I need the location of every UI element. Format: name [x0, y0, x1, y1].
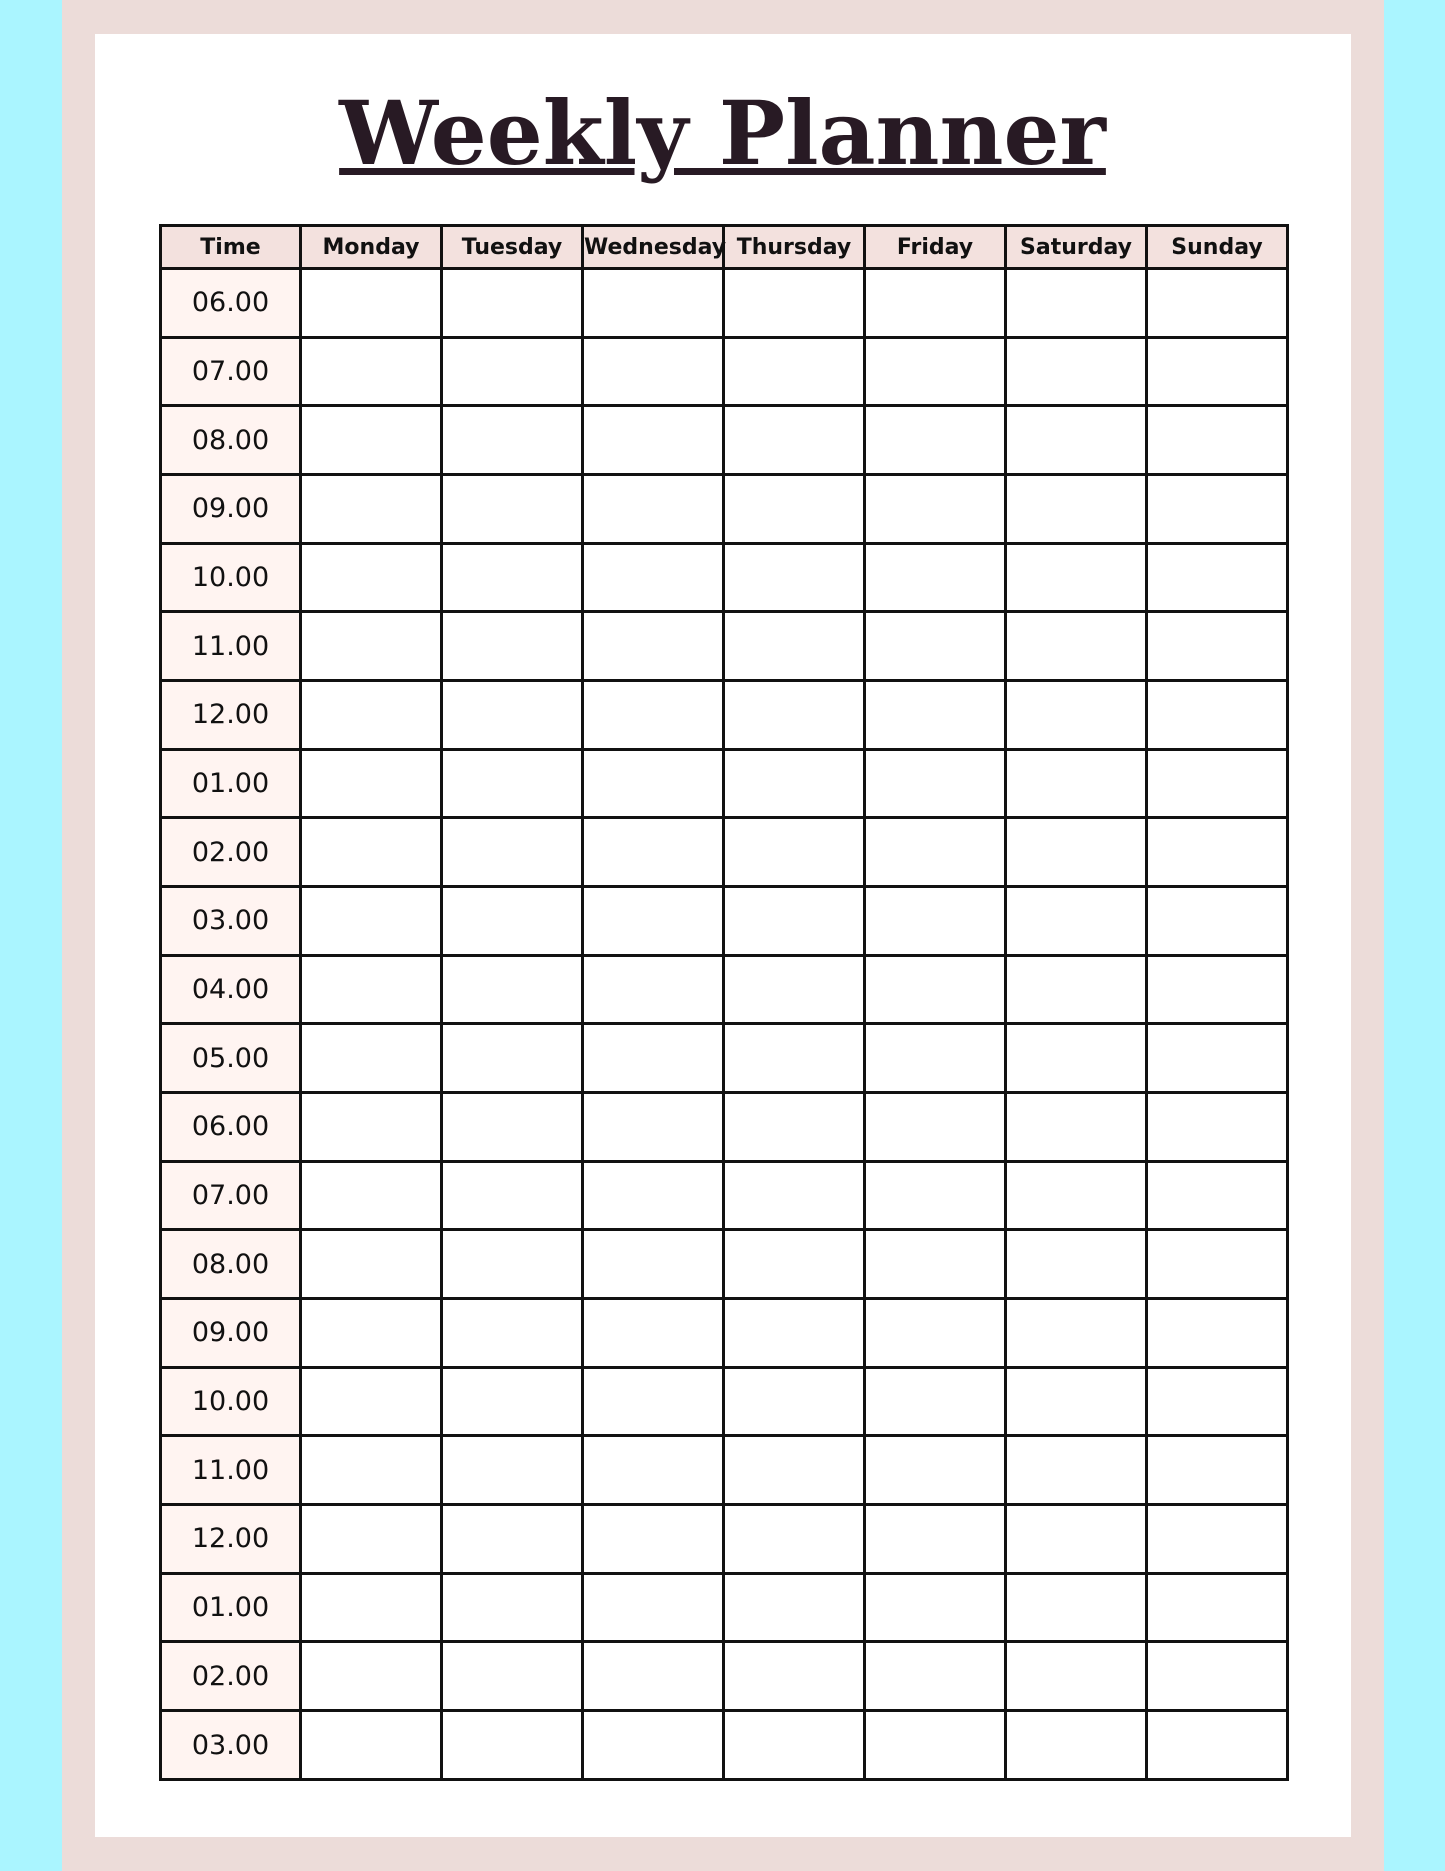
planner-cell-monday[interactable]	[301, 612, 442, 681]
planner-cell-sunday[interactable]	[1147, 406, 1288, 475]
planner-cell-friday[interactable]	[865, 1093, 1006, 1162]
planner-cell-friday[interactable]	[865, 1505, 1006, 1574]
planner-cell-wednesday[interactable]	[583, 1161, 724, 1230]
time-slot-row	[161, 1436, 1288, 1505]
time-label: 08.00	[161, 1230, 301, 1299]
page-title	[0, 78, 1445, 188]
planner-cell-sunday[interactable]	[1147, 1711, 1288, 1780]
planner-cell-wednesday[interactable]	[583, 337, 724, 406]
planner-cell-thursday[interactable]	[724, 543, 865, 612]
planner-cell-sunday[interactable]	[1147, 1161, 1288, 1230]
time-label: 03.00	[161, 1711, 301, 1780]
planner-cell-sunday[interactable]	[1147, 749, 1288, 818]
planner-cell-friday[interactable]	[865, 1024, 1006, 1093]
planner-cell-monday[interactable]	[301, 955, 442, 1024]
planner-cell-monday[interactable]	[301, 1367, 442, 1436]
planner-cell-sunday[interactable]	[1147, 269, 1288, 338]
planner-cell-wednesday[interactable]	[583, 1505, 724, 1574]
planner-body	[161, 269, 1288, 1780]
time-slot-row	[161, 1505, 1288, 1574]
planner-cell-sunday[interactable]	[1147, 475, 1288, 544]
planner-cell-monday[interactable]	[301, 406, 442, 475]
time-slot-row	[161, 475, 1288, 544]
planner-cell-monday[interactable]	[301, 818, 442, 887]
planner-cell-tuesday[interactable]	[442, 955, 583, 1024]
planner-cell-monday[interactable]	[301, 1573, 442, 1642]
planner-cell-friday[interactable]	[865, 818, 1006, 887]
planner-cell-tuesday[interactable]	[442, 1711, 583, 1780]
planner-cell-thursday[interactable]	[724, 406, 865, 475]
planner-cell-monday[interactable]	[301, 475, 442, 544]
column-header-friday: Friday	[865, 226, 1006, 269]
planner-cell-saturday[interactable]	[1006, 1642, 1147, 1711]
time-label: 09.00	[161, 475, 301, 544]
planner-cell-friday[interactable]	[865, 543, 1006, 612]
planner-cell-tuesday[interactable]	[442, 1230, 583, 1299]
time-slot-row	[161, 269, 1288, 338]
planner-cell-sunday[interactable]	[1147, 612, 1288, 681]
planner-cell-sunday[interactable]	[1147, 1436, 1288, 1505]
planner-cell-sunday[interactable]	[1147, 1024, 1288, 1093]
planner-cell-sunday[interactable]	[1147, 1230, 1288, 1299]
time-label: 11.00	[161, 612, 301, 681]
planner-cell-saturday[interactable]	[1006, 1711, 1147, 1780]
time-slot-row	[161, 1711, 1288, 1780]
planner-cell-thursday[interactable]	[724, 955, 865, 1024]
planner-cell-saturday[interactable]	[1006, 269, 1147, 338]
time-label: 08.00	[161, 406, 301, 475]
planner-cell-tuesday[interactable]	[442, 475, 583, 544]
planner-cell-wednesday[interactable]	[583, 612, 724, 681]
planner-cell-monday[interactable]	[301, 1161, 442, 1230]
time-label: 06.00	[161, 1093, 301, 1162]
time-label: 04.00	[161, 955, 301, 1024]
column-header-saturday: Saturday	[1006, 226, 1147, 269]
planner-cell-saturday[interactable]	[1006, 1093, 1147, 1162]
time-slot-row	[161, 681, 1288, 750]
planner-cell-friday[interactable]	[865, 955, 1006, 1024]
column-header-thursday: Thursday	[724, 226, 865, 269]
planner-cell-wednesday[interactable]	[583, 818, 724, 887]
time-slot-row	[161, 406, 1288, 475]
planner-cell-friday[interactable]	[865, 1161, 1006, 1230]
planner-cell-monday[interactable]	[301, 1436, 442, 1505]
column-header-tuesday: Tuesday	[442, 226, 583, 269]
planner-cell-tuesday[interactable]	[442, 749, 583, 818]
planner-cell-monday[interactable]	[301, 269, 442, 338]
time-slot-row	[161, 749, 1288, 818]
planner-cell-friday[interactable]	[865, 475, 1006, 544]
planner-cell-sunday[interactable]	[1147, 1367, 1288, 1436]
planner-cell-friday[interactable]	[865, 1299, 1006, 1368]
planner-cell-saturday[interactable]	[1006, 681, 1147, 750]
planner-cell-saturday[interactable]	[1006, 475, 1147, 544]
planner-cell-wednesday[interactable]	[583, 887, 724, 956]
planner-cell-thursday[interactable]	[724, 681, 865, 750]
planner-cell-wednesday[interactable]	[583, 475, 724, 544]
time-slot-row	[161, 337, 1288, 406]
planner-cell-wednesday[interactable]	[583, 1093, 724, 1162]
planner-cell-thursday[interactable]	[724, 269, 865, 338]
time-slot-row	[161, 1573, 1288, 1642]
planner-cell-thursday[interactable]	[724, 887, 865, 956]
planner-cell-thursday[interactable]	[724, 475, 865, 544]
time-label: 07.00	[161, 1161, 301, 1230]
planner-cell-sunday[interactable]	[1147, 1299, 1288, 1368]
planner-cell-sunday[interactable]	[1147, 681, 1288, 750]
planner-cell-wednesday[interactable]	[583, 1573, 724, 1642]
planner-cell-tuesday[interactable]	[442, 543, 583, 612]
planner-cell-sunday[interactable]	[1147, 1093, 1288, 1162]
header-row	[161, 226, 1288, 269]
planner-cell-monday[interactable]	[301, 1505, 442, 1574]
planner-cell-monday[interactable]	[301, 1642, 442, 1711]
planner-cell-friday[interactable]	[865, 337, 1006, 406]
planner-cell-friday[interactable]	[865, 1573, 1006, 1642]
planner-cell-thursday[interactable]	[724, 337, 865, 406]
planner-cell-tuesday[interactable]	[442, 1573, 583, 1642]
time-slot-row	[161, 955, 1288, 1024]
planner-cell-friday[interactable]	[865, 1367, 1006, 1436]
planner-cell-thursday[interactable]	[724, 1367, 865, 1436]
time-label: 02.00	[161, 1642, 301, 1711]
planner-cell-saturday[interactable]	[1006, 1436, 1147, 1505]
planner-cell-wednesday[interactable]	[583, 1642, 724, 1711]
planner-cell-friday[interactable]	[865, 406, 1006, 475]
time-slot-row	[161, 887, 1288, 956]
planner-cell-thursday[interactable]	[724, 1161, 865, 1230]
time-label: 10.00	[161, 543, 301, 612]
planner-cell-saturday[interactable]	[1006, 1230, 1147, 1299]
planner-cell-thursday[interactable]	[724, 1299, 865, 1368]
planner-cell-monday[interactable]	[301, 1024, 442, 1093]
column-header-wednesday: Wednesday	[583, 226, 724, 269]
time-label: 01.00	[161, 1573, 301, 1642]
planner-cell-tuesday[interactable]	[442, 1093, 583, 1162]
planner-cell-thursday[interactable]	[724, 749, 865, 818]
planner-cell-sunday[interactable]	[1147, 337, 1288, 406]
planner-cell-wednesday[interactable]	[583, 955, 724, 1024]
planner-cell-sunday[interactable]	[1147, 955, 1288, 1024]
planner-cell-tuesday[interactable]	[442, 1436, 583, 1505]
planner-cell-tuesday[interactable]	[442, 681, 583, 750]
time-label: 09.00	[161, 1299, 301, 1368]
planner-cell-thursday[interactable]	[724, 1230, 865, 1299]
title-text: Weekly Planner	[339, 81, 1106, 185]
planner-cell-friday[interactable]	[865, 1642, 1006, 1711]
planner-cell-wednesday[interactable]	[583, 1436, 724, 1505]
planner-cell-wednesday[interactable]	[583, 749, 724, 818]
time-label: 06.00	[161, 269, 301, 338]
planner-cell-monday[interactable]	[301, 1299, 442, 1368]
planner-cell-sunday[interactable]	[1147, 1505, 1288, 1574]
planner-cell-monday[interactable]	[301, 543, 442, 612]
planner-cell-saturday[interactable]	[1006, 406, 1147, 475]
planner-cell-friday[interactable]	[865, 269, 1006, 338]
planner-cell-friday[interactable]	[865, 681, 1006, 750]
planner-cell-monday[interactable]	[301, 1093, 442, 1162]
planner-cell-sunday[interactable]	[1147, 887, 1288, 956]
planner-cell-tuesday[interactable]	[442, 1367, 583, 1436]
planner-cell-wednesday[interactable]	[583, 1230, 724, 1299]
planner-cell-thursday[interactable]	[724, 1711, 865, 1780]
planner-cell-thursday[interactable]	[724, 1093, 865, 1162]
planner-cell-tuesday[interactable]	[442, 1642, 583, 1711]
planner-cell-thursday[interactable]	[724, 1573, 865, 1642]
planner-cell-sunday[interactable]	[1147, 1573, 1288, 1642]
planner-cell-saturday[interactable]	[1006, 612, 1147, 681]
planner-cell-sunday[interactable]	[1147, 543, 1288, 612]
planner-cell-tuesday[interactable]	[442, 1505, 583, 1574]
planner-cell-friday[interactable]	[865, 749, 1006, 818]
time-label: 12.00	[161, 681, 301, 750]
planner-cell-wednesday[interactable]	[583, 1024, 724, 1093]
planner-cell-thursday[interactable]	[724, 818, 865, 887]
column-header-monday: Monday	[301, 226, 442, 269]
column-header-time: Time	[161, 226, 301, 269]
planner-cell-monday[interactable]	[301, 681, 442, 750]
planner-cell-saturday[interactable]	[1006, 1367, 1147, 1436]
planner-cell-thursday[interactable]	[724, 1505, 865, 1574]
time-slot-row	[161, 543, 1288, 612]
time-slot-row	[161, 818, 1288, 887]
planner-cell-saturday[interactable]	[1006, 1299, 1147, 1368]
planner-cell-saturday[interactable]	[1006, 818, 1147, 887]
planner-cell-saturday[interactable]	[1006, 887, 1147, 956]
planner-cell-tuesday[interactable]	[442, 406, 583, 475]
planner-cell-tuesday[interactable]	[442, 1161, 583, 1230]
time-label: 03.00	[161, 887, 301, 956]
planner-cell-monday[interactable]	[301, 337, 442, 406]
time-slot-row	[161, 1024, 1288, 1093]
planner-cell-saturday[interactable]	[1006, 1505, 1147, 1574]
planner-cell-saturday[interactable]	[1006, 1024, 1147, 1093]
time-label: 07.00	[161, 337, 301, 406]
planner-cell-saturday[interactable]	[1006, 337, 1147, 406]
planner-cell-saturday[interactable]	[1006, 749, 1147, 818]
planner-cell-saturday[interactable]	[1006, 1573, 1147, 1642]
time-label: 11.00	[161, 1436, 301, 1505]
planner-cell-saturday[interactable]	[1006, 955, 1147, 1024]
time-slot-row	[161, 1642, 1288, 1711]
time-label: 01.00	[161, 749, 301, 818]
planner-cell-sunday[interactable]	[1147, 818, 1288, 887]
planner-cell-wednesday[interactable]	[583, 1711, 724, 1780]
planner-cell-friday[interactable]	[865, 1711, 1006, 1780]
time-label: 02.00	[161, 818, 301, 887]
planner-cell-wednesday[interactable]	[583, 681, 724, 750]
planner-cell-saturday[interactable]	[1006, 1161, 1147, 1230]
planner-cell-tuesday[interactable]	[442, 1024, 583, 1093]
planner-cell-tuesday[interactable]	[442, 818, 583, 887]
planner-cell-wednesday[interactable]	[583, 543, 724, 612]
planner-cell-tuesday[interactable]	[442, 612, 583, 681]
planner-cell-thursday[interactable]	[724, 1436, 865, 1505]
planner-grid	[159, 224, 1289, 1781]
planner-cell-friday[interactable]	[865, 612, 1006, 681]
planner-cell-friday[interactable]	[865, 1230, 1006, 1299]
planner-cell-wednesday[interactable]	[583, 1299, 724, 1368]
planner-cell-thursday[interactable]	[724, 1642, 865, 1711]
time-slot-row	[161, 1161, 1288, 1230]
time-label: 12.00	[161, 1505, 301, 1574]
planner-cell-monday[interactable]	[301, 749, 442, 818]
planner-cell-monday[interactable]	[301, 1230, 442, 1299]
planner-cell-monday[interactable]	[301, 1711, 442, 1780]
planner-cell-wednesday[interactable]	[583, 406, 724, 475]
planner-cell-wednesday[interactable]	[583, 1367, 724, 1436]
planner-cell-tuesday[interactable]	[442, 1299, 583, 1368]
planner-cell-thursday[interactable]	[724, 612, 865, 681]
planner-cell-tuesday[interactable]	[442, 337, 583, 406]
planner-cell-tuesday[interactable]	[442, 887, 583, 956]
time-slot-row	[161, 612, 1288, 681]
planner-cell-wednesday[interactable]	[583, 269, 724, 338]
planner-cell-thursday[interactable]	[724, 1024, 865, 1093]
planner-cell-monday[interactable]	[301, 887, 442, 956]
time-slot-row	[161, 1367, 1288, 1436]
time-label: 10.00	[161, 1367, 301, 1436]
planner-cell-tuesday[interactable]	[442, 269, 583, 338]
column-header-sunday: Sunday	[1147, 226, 1288, 269]
time-slot-row	[161, 1230, 1288, 1299]
time-slot-row	[161, 1299, 1288, 1368]
time-slot-row	[161, 1093, 1288, 1162]
planner-cell-friday[interactable]	[865, 887, 1006, 956]
planner-cell-sunday[interactable]	[1147, 1642, 1288, 1711]
planner-cell-friday[interactable]	[865, 1436, 1006, 1505]
time-label: 05.00	[161, 1024, 301, 1093]
planner-cell-saturday[interactable]	[1006, 543, 1147, 612]
